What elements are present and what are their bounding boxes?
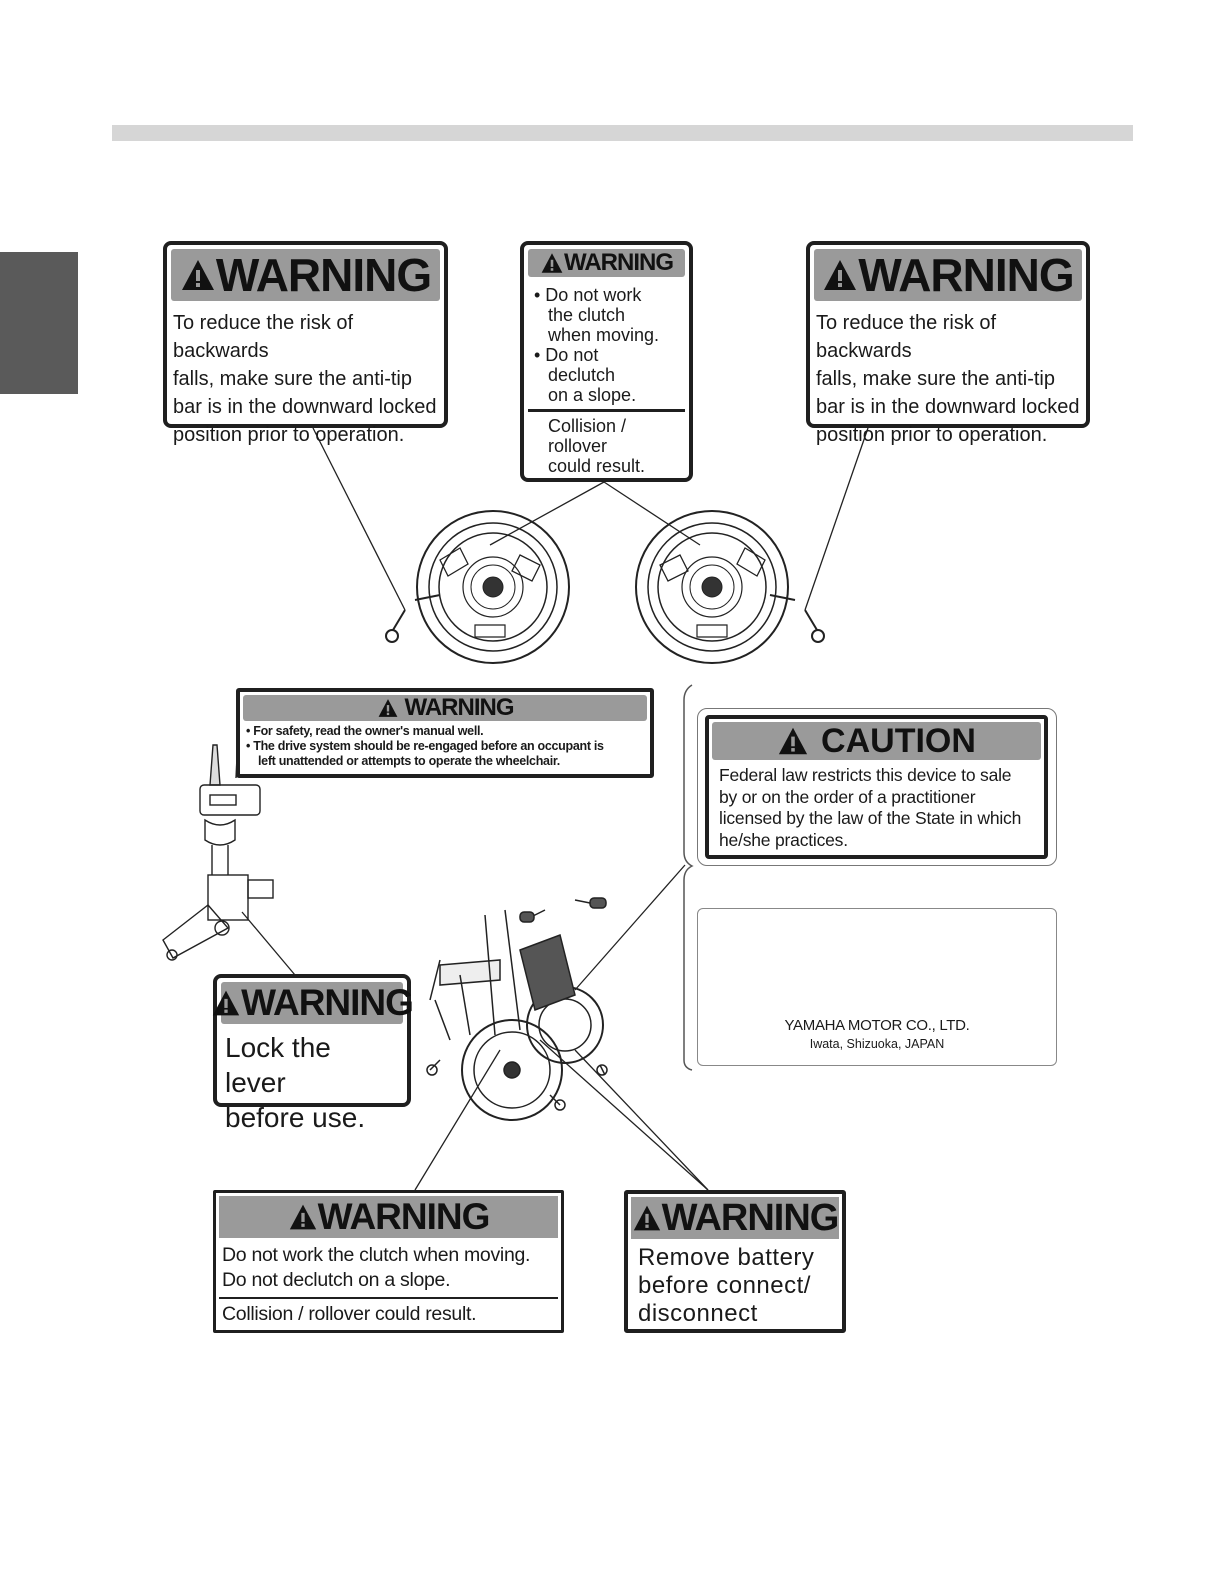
lever-warning	[213, 974, 413, 1133]
label-line: rollover	[548, 436, 608, 456]
label-line: To reduce the risk of backwards	[816, 312, 997, 362]
controller-warning	[236, 688, 654, 778]
manufacturer-name: YAMAHA MOTOR CO., LTD.	[784, 1017, 970, 1034]
warning-heading: WARNING	[215, 249, 432, 301]
warning-triangle-icon	[822, 258, 858, 292]
label-result: Collision / rollover could result.	[222, 1303, 477, 1325]
warning-header	[221, 982, 413, 1024]
warning-triangle-icon	[777, 726, 809, 756]
label-body	[217, 1028, 407, 1137]
caution-header	[712, 722, 1041, 760]
label-line: Lock the lever	[225, 1032, 331, 1098]
label-line: could result.	[548, 456, 646, 476]
warning-heading: WARNING	[661, 1196, 839, 1239]
label-line: To reduce the risk of backwards	[173, 312, 354, 362]
right-wheel-illustration	[636, 511, 824, 663]
label-line: Collision /	[548, 416, 627, 436]
label-line: when moving.	[548, 325, 660, 345]
warning-header	[814, 249, 1082, 301]
label-body	[524, 281, 689, 409]
label-body	[810, 305, 1086, 453]
label-line: declutch	[548, 365, 616, 385]
label-body	[216, 1241, 561, 1297]
left-wheel-illustration	[386, 511, 569, 663]
label-line: • For safety, read the owner's manual well.	[246, 724, 484, 738]
clutch-warning-wide	[213, 1190, 564, 1333]
warning-heading: WARNING	[317, 1196, 490, 1237]
label-line: falls, make sure the anti-tip	[173, 368, 412, 390]
label-body	[628, 1242, 842, 1330]
warning-heading: WARNING	[564, 249, 673, 276]
label-line: before connect/	[638, 1272, 811, 1299]
label-line: Do not work the clutch when moving.	[222, 1244, 531, 1266]
caution-label	[705, 715, 1048, 859]
label-line: position prior to operation.	[816, 424, 1048, 446]
label-line: Federal law restricts this device to sale	[719, 765, 1012, 785]
warning-triangle-icon	[540, 252, 564, 274]
battery-warning	[624, 1190, 846, 1333]
caution-bracket	[684, 685, 692, 1070]
label-line: bar is in the downward locked	[173, 396, 437, 418]
label-body	[709, 763, 1044, 853]
warning-heading: WARNING	[858, 249, 1074, 301]
label-line: position prior to operation.	[173, 424, 405, 446]
antitip-warning-right	[806, 241, 1090, 446]
warning-heading: WARNING	[404, 694, 514, 721]
label-line: bar is in the downward locked	[816, 396, 1080, 418]
label-line: licensed by the law of the State in which	[719, 808, 1022, 828]
warning-heading: WARNING	[241, 982, 413, 1023]
warning-triangle-icon	[180, 258, 216, 292]
warning-header	[631, 1197, 839, 1239]
label-result	[524, 412, 689, 480]
label-line: • Do not	[534, 345, 599, 365]
label-line: before use.	[225, 1102, 366, 1133]
label-line: he/she practices.	[719, 829, 848, 850]
label-line: the clutch	[548, 305, 626, 325]
warning-header	[528, 249, 685, 277]
warning-triangle-icon	[288, 1203, 318, 1231]
label-line: disconnect	[638, 1300, 758, 1327]
antitip-warning-left	[163, 241, 448, 446]
warning-triangle-icon	[211, 989, 241, 1017]
label-line: Do not declutch on a slope.	[222, 1269, 451, 1291]
label-line: Remove battery	[638, 1244, 815, 1271]
warning-triangle-icon	[377, 698, 399, 718]
label-body	[240, 724, 650, 769]
label-line: left unattended or attempts to operate the wheelchair.	[258, 754, 560, 768]
clutch-warning-small	[520, 241, 693, 482]
wheelchair-illustration	[427, 898, 607, 1120]
warning-header	[243, 695, 647, 721]
warning-header	[171, 249, 440, 301]
manufacturer-label	[697, 908, 1057, 1066]
label-line: • The drive system should be re-engaged before an occupant is	[246, 739, 604, 753]
warning-triangle-icon	[632, 1204, 662, 1232]
label-line: by or on the order of a practitioner	[719, 786, 976, 807]
warning-header	[219, 1196, 558, 1238]
label-line: • Do not work	[534, 285, 642, 305]
label-line: falls, make sure the anti-tip	[816, 368, 1055, 390]
manufacturer-location: Iwata, Shizuoka, JAPAN	[809, 1037, 945, 1051]
label-body	[167, 305, 444, 453]
label-line: on a slope.	[548, 385, 637, 405]
caution-heading: CAUTION	[821, 721, 976, 760]
